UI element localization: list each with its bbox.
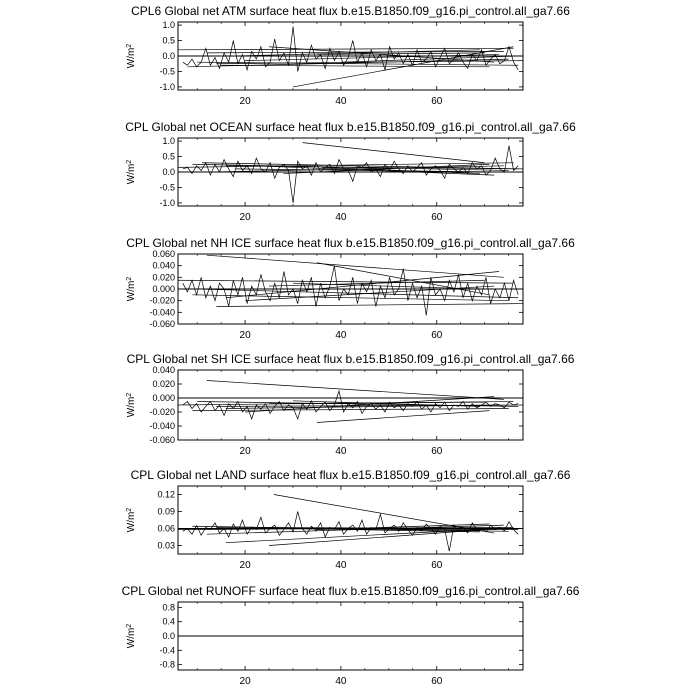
y-tick-label: 0.040 [152, 260, 175, 271]
chart-title: CPL Global net NH ICE surface heat flux b.e15.B1850.f09_g16.pi_control.all_ga7.66 [126, 236, 575, 250]
y-tick-label: 0.09 [157, 506, 175, 517]
x-tick-label: 40 [335, 676, 347, 687]
x-tick-label: 40 [335, 212, 347, 223]
x-tick-label: 20 [239, 212, 251, 223]
x-tick-label: 60 [431, 676, 443, 687]
series-segment [207, 381, 504, 400]
x-tick-label: 40 [335, 330, 347, 341]
series-segment [226, 529, 499, 543]
chart-title: CPL Global net SH ICE surface heat flux b.e15.B1850.f09_g16.pi_control.all_ga7.66 [126, 352, 575, 366]
y-tick-label: -1.0 [159, 81, 175, 92]
series-segment [192, 409, 508, 411]
y-tick-label: -0.8 [159, 659, 175, 670]
y-tick-label: 0.03 [157, 540, 175, 551]
series-segment [207, 255, 504, 277]
series-segment [178, 48, 513, 50]
y-tick-label: 0.0 [162, 167, 175, 177]
y-tick-label: -1.0 [159, 197, 175, 208]
x-tick-label: 20 [239, 676, 251, 687]
x-tick-label: 20 [239, 96, 251, 107]
y-tick-label: 0.12 [157, 489, 175, 500]
series-segment [216, 304, 523, 307]
y-tick-label: 0.0 [162, 51, 175, 61]
chart-title: CPL Global net LAND surface heat flux b.e15.B1850.f09_g16.pi_control.all_ga7.66 [130, 468, 571, 482]
y-tick-label: 0.000 [152, 393, 175, 403]
y-tick-label: 0.000 [152, 284, 175, 294]
x-tick-label: 60 [431, 560, 443, 571]
y-tick-label: -0.060 [149, 435, 175, 445]
y-axis-label: $W/m^2$ [125, 159, 137, 185]
x-tick-label: 60 [431, 446, 443, 457]
y-tick-label: 0.4 [162, 616, 175, 627]
x-tick-label: 20 [239, 446, 251, 457]
series-segment [317, 411, 490, 423]
plot-frame [178, 486, 523, 554]
y-tick-label: -0.040 [149, 307, 175, 318]
y-tick-label: 0.5 [162, 151, 175, 162]
x-tick-label: 40 [335, 446, 347, 457]
y-tick-label: 0.020 [152, 379, 175, 389]
series-segment [221, 65, 489, 67]
chart-title: CPL Global net OCEAN surface heat flux b.e15.B1850.f09_g16.pi_control.all_ga7.66 [125, 120, 576, 134]
y-tick-label: -0.020 [149, 407, 175, 417]
chart-title: CPL6 Global net ATM surface heat flux b.e15.B1850.f09_g16.pi_control.all_ga7.66 [131, 4, 570, 18]
x-tick-label: 40 [335, 560, 347, 571]
chart-title: CPL Global net RUNOFF surface heat flux b.e15.B1850.f09_g16.pi_control.all_ga7.66 [121, 584, 580, 598]
y-axis-label: $W/m^2$ [125, 392, 137, 418]
y-tick-label: 1.0 [162, 20, 175, 31]
y-tick-label: -0.060 [149, 319, 175, 329]
y-tick-label: 0.5 [162, 35, 175, 46]
x-tick-label: 60 [431, 96, 443, 107]
y-axis-label: $W/m^2$ [125, 507, 137, 533]
y-axis-label: $W/m^2$ [125, 276, 137, 302]
y-tick-label: 0.040 [152, 365, 175, 375]
y-tick-label: 0.06 [157, 523, 175, 534]
y-tick-label: -0.5 [159, 182, 175, 193]
x-tick-label: 20 [239, 330, 251, 341]
y-tick-label: -0.5 [159, 66, 175, 77]
x-tick-label: 40 [335, 96, 347, 107]
y-tick-label: 1.0 [162, 136, 175, 147]
x-tick-label: 20 [239, 560, 251, 571]
series-segment [269, 530, 485, 546]
y-axis-label: $W/m^2$ [125, 43, 137, 69]
y-tick-label: 0.060 [152, 249, 175, 259]
series-segment [192, 295, 508, 301]
y-axis-label: $W/m^2$ [125, 623, 137, 649]
y-tick-label: -0.020 [149, 295, 175, 306]
y-tick-label: 0.8 [162, 602, 175, 613]
series-segment [303, 143, 485, 163]
x-tick-label: 60 [431, 330, 443, 341]
y-tick-label: 0.020 [152, 272, 175, 283]
y-tick-label: -0.040 [149, 421, 175, 431]
x-tick-label: 60 [431, 212, 443, 223]
y-tick-label: 0.0 [162, 631, 175, 641]
y-tick-label: -0.4 [159, 645, 175, 656]
